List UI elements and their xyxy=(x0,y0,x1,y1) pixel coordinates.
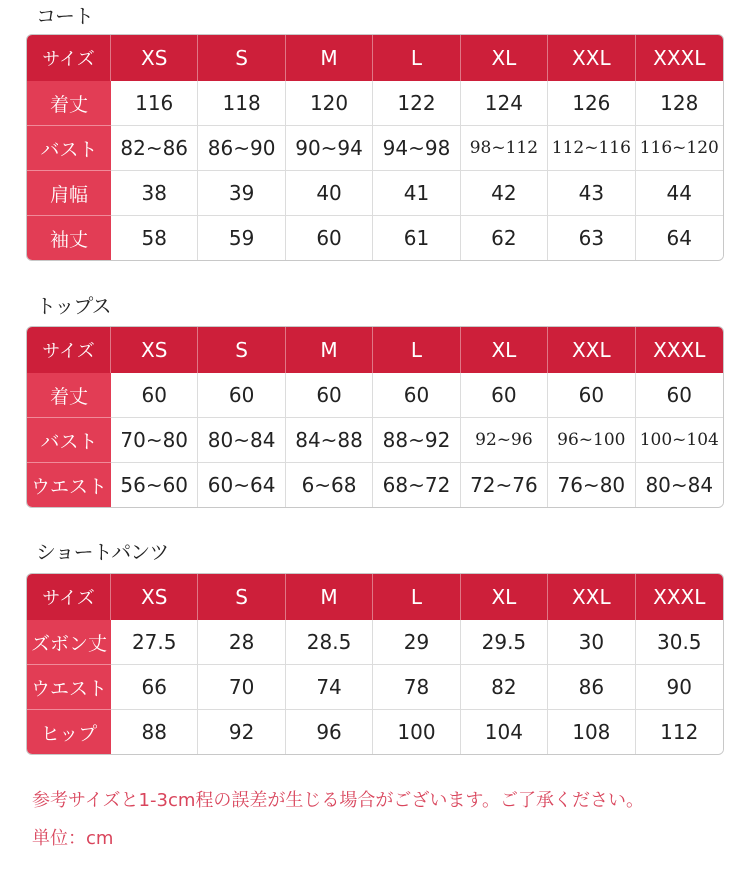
table-cell: 82 xyxy=(461,665,548,710)
table-cell: 78 xyxy=(373,665,460,710)
table-cell: 56~60 xyxy=(111,463,198,507)
row-label: ウエスト xyxy=(27,665,111,710)
section-title-coat: コート xyxy=(36,4,93,28)
header-cell: サイズ xyxy=(27,574,111,620)
table-cell: 60 xyxy=(636,373,723,418)
table-cell: 104 xyxy=(461,710,548,754)
table-cell: 76~80 xyxy=(548,463,635,507)
header-cell: L xyxy=(373,327,460,373)
table-cell: 30.5 xyxy=(636,620,723,665)
table-cell: 82~86 xyxy=(111,126,198,171)
table-cell: 100~104 xyxy=(636,418,723,463)
table-cell: 66 xyxy=(111,665,198,710)
header-cell: XXXL xyxy=(636,574,723,620)
table-cell: 60 xyxy=(198,373,285,418)
table-cell: 30 xyxy=(548,620,635,665)
header-cell: XS xyxy=(111,574,198,620)
table-cell: 116~120 xyxy=(636,126,723,171)
table-cell: 44 xyxy=(636,171,723,216)
table-row xyxy=(27,620,723,665)
row-label: バスト xyxy=(27,418,111,463)
header-cell: S xyxy=(198,327,285,373)
table-cell: 28.5 xyxy=(286,620,373,665)
table-cell: 61 xyxy=(373,216,460,260)
table-cell: 88~92 xyxy=(373,418,460,463)
table-cell: 96~100 xyxy=(548,418,635,463)
row-label: バスト xyxy=(27,126,111,171)
header-cell: XL xyxy=(461,327,548,373)
header-cell: L xyxy=(373,574,460,620)
table-cell: 60 xyxy=(461,373,548,418)
table-cell: 70 xyxy=(198,665,285,710)
table-cell: 60 xyxy=(286,373,373,418)
table-cell: 60~64 xyxy=(198,463,285,507)
table-cell: 120 xyxy=(286,81,373,126)
section-title-tops: トップス xyxy=(36,294,111,318)
table-cell: 60 xyxy=(373,373,460,418)
table-row xyxy=(27,126,723,171)
header-row xyxy=(27,327,723,373)
header-cell: S xyxy=(198,35,285,81)
table-row xyxy=(27,710,723,754)
table-cell: 88 xyxy=(111,710,198,754)
table-cell: 100 xyxy=(373,710,460,754)
row-label: ウエスト xyxy=(27,463,111,507)
table-cell: 58 xyxy=(111,216,198,260)
row-label: ズボン丈 xyxy=(27,620,111,665)
size-table-coat xyxy=(26,34,724,261)
table-cell: 94~98 xyxy=(373,126,460,171)
table-cell: 112 xyxy=(636,710,723,754)
table-row xyxy=(27,418,723,463)
table-cell: 80~84 xyxy=(198,418,285,463)
header-cell: XXL xyxy=(548,35,635,81)
table-cell: 96 xyxy=(286,710,373,754)
table-cell: 39 xyxy=(198,171,285,216)
size-table-shorts xyxy=(26,573,724,755)
table-cell: 29.5 xyxy=(461,620,548,665)
table-cell: 92~96 xyxy=(461,418,548,463)
row-label: ヒップ xyxy=(27,710,111,754)
table-cell: 124 xyxy=(461,81,548,126)
table-cell: 64 xyxy=(636,216,723,260)
table-cell: 112~116 xyxy=(548,126,635,171)
row-label: 肩幅 xyxy=(27,171,111,216)
header-cell: XXL xyxy=(548,574,635,620)
table-cell: 84~88 xyxy=(286,418,373,463)
header-cell: XL xyxy=(461,574,548,620)
row-label: 着丈 xyxy=(27,373,111,418)
table-cell: 43 xyxy=(548,171,635,216)
table-cell: 42 xyxy=(461,171,548,216)
table-cell: 90~94 xyxy=(286,126,373,171)
row-label: 着丈 xyxy=(27,81,111,126)
table-cell: 86 xyxy=(548,665,635,710)
table-cell: 108 xyxy=(548,710,635,754)
header-cell: XS xyxy=(111,327,198,373)
table-cell: 72~76 xyxy=(461,463,548,507)
table-cell: 29 xyxy=(373,620,460,665)
header-cell: M xyxy=(286,574,373,620)
header-row xyxy=(27,574,723,620)
table-cell: 28 xyxy=(198,620,285,665)
table-cell: 116 xyxy=(111,81,198,126)
table-cell: 86~90 xyxy=(198,126,285,171)
header-cell: サイズ xyxy=(27,327,111,373)
table-cell: 63 xyxy=(548,216,635,260)
table-cell: 6~68 xyxy=(286,463,373,507)
table-row xyxy=(27,81,723,126)
header-cell: M xyxy=(286,35,373,81)
table-cell: 60 xyxy=(111,373,198,418)
table-cell: 126 xyxy=(548,81,635,126)
header-cell: L xyxy=(373,35,460,81)
header-cell: S xyxy=(198,574,285,620)
section-title-shorts: ショートパンツ xyxy=(36,540,169,564)
table-cell: 59 xyxy=(198,216,285,260)
table-cell: 38 xyxy=(111,171,198,216)
size-table-tops xyxy=(26,326,724,508)
table-cell: 128 xyxy=(636,81,723,126)
table-cell: 92 xyxy=(198,710,285,754)
table-cell: 98~112 xyxy=(461,126,548,171)
table-cell: 74 xyxy=(286,665,373,710)
row-label: 袖丈 xyxy=(27,216,111,260)
table-row xyxy=(27,665,723,710)
header-cell: XS xyxy=(111,35,198,81)
table-row xyxy=(27,171,723,216)
table-cell: 80~84 xyxy=(636,463,723,507)
table-cell: 118 xyxy=(198,81,285,126)
header-cell: XXXL xyxy=(636,35,723,81)
table-cell: 60 xyxy=(286,216,373,260)
table-cell: 122 xyxy=(373,81,460,126)
table-cell: 70~80 xyxy=(111,418,198,463)
table-cell: 62 xyxy=(461,216,548,260)
table-row xyxy=(27,373,723,418)
header-cell: サイズ xyxy=(27,35,111,81)
table-row xyxy=(27,216,723,260)
header-cell: XXL xyxy=(548,327,635,373)
header-cell: M xyxy=(286,327,373,373)
unit-label: 単位：cm xyxy=(32,828,114,849)
header-row xyxy=(27,35,723,81)
header-cell: XXXL xyxy=(636,327,723,373)
table-row xyxy=(27,463,723,507)
table-cell: 41 xyxy=(373,171,460,216)
table-cell: 40 xyxy=(286,171,373,216)
header-cell: XL xyxy=(461,35,548,81)
table-cell: 68~72 xyxy=(373,463,460,507)
table-cell: 27.5 xyxy=(111,620,198,665)
size-disclaimer-note: 参考サイズと1-3cm程の誤差が生じる場合がございます。ご了承ください。 xyxy=(32,790,644,811)
table-cell: 60 xyxy=(548,373,635,418)
table-cell: 90 xyxy=(636,665,723,710)
